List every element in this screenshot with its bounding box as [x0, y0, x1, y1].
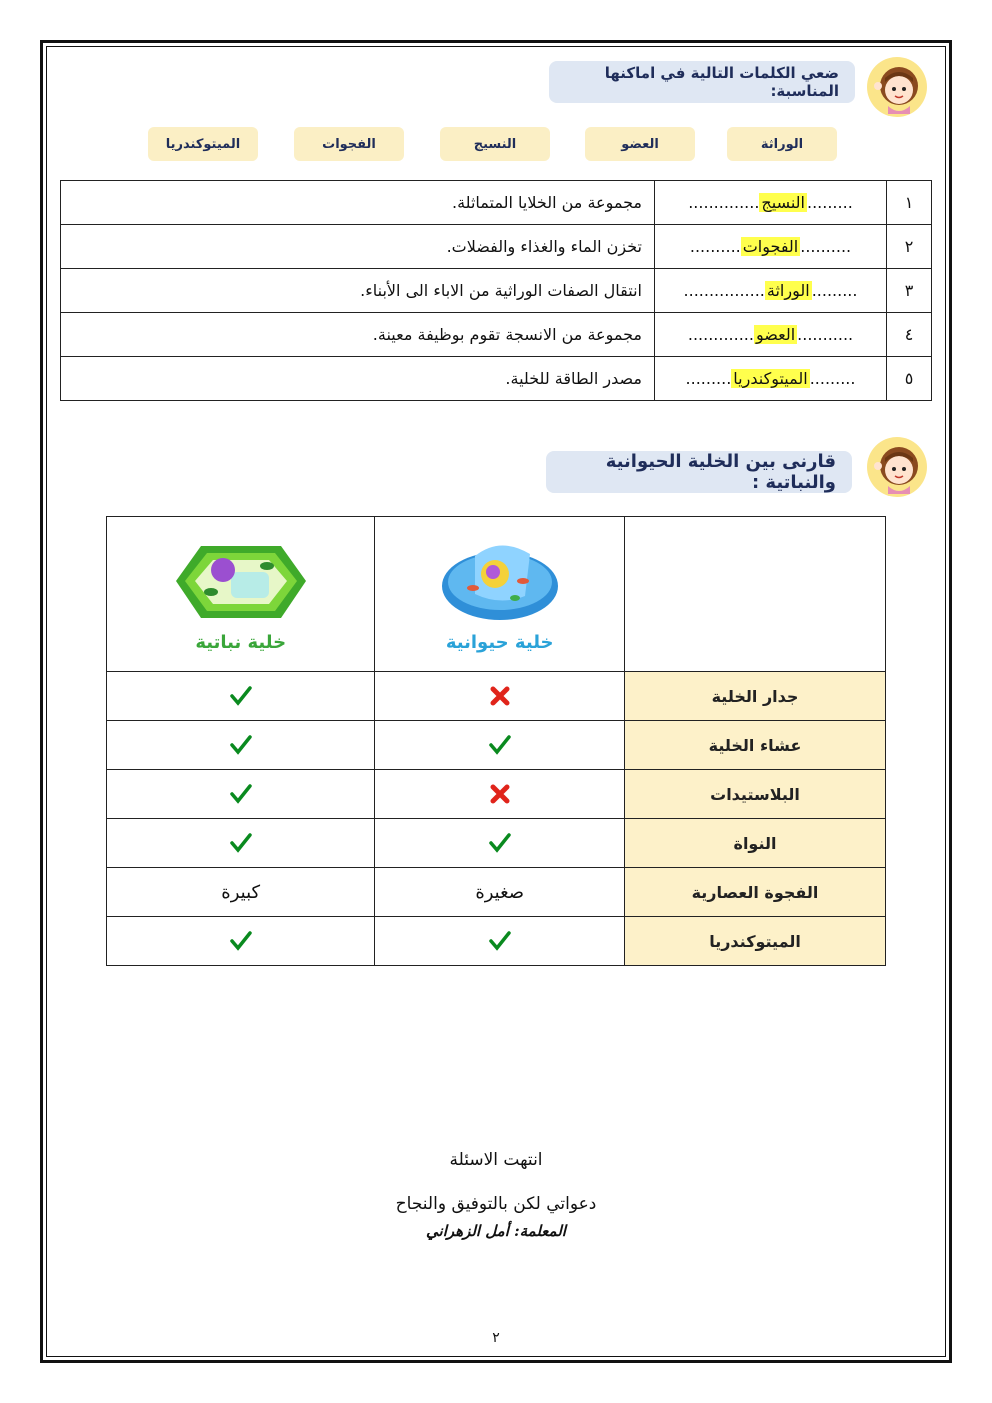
plant-cell-label: خلية نباتية	[195, 631, 287, 653]
row-number: ٤	[887, 313, 932, 357]
check-icon	[229, 930, 253, 952]
feature-label: الفجوة العصارية	[625, 868, 886, 917]
dots: .............	[687, 325, 754, 344]
animal-cell-label: خلية حيوانية	[445, 631, 554, 653]
row-number: ٥	[887, 357, 932, 401]
fill-blanks-table	[60, 180, 932, 401]
table-row	[61, 313, 932, 357]
end-of-questions: انتهت الاسئلة	[449, 1150, 543, 1170]
cross-icon	[488, 685, 512, 707]
answer-highlight: الفجوات	[742, 237, 799, 256]
plant-value	[107, 770, 375, 819]
row-number: ١	[887, 181, 932, 225]
wishes-text: دعواتي لكن بالتوفيق والنجاح	[395, 1194, 597, 1214]
answer-cell	[655, 225, 887, 269]
feature-label: النواة	[625, 819, 886, 868]
answer-cell	[655, 181, 887, 225]
answer-cell	[655, 269, 887, 313]
animal-value	[375, 721, 625, 770]
feature-label: جدار الخلية	[625, 672, 886, 721]
animal-value	[375, 917, 625, 966]
animal-value	[375, 672, 625, 721]
animal-value	[375, 819, 625, 868]
plant-value: كبيرة	[107, 868, 375, 917]
dots: ..............	[688, 193, 760, 212]
dots: ..........	[689, 237, 741, 256]
dots: ..........	[800, 237, 852, 256]
table-row	[107, 672, 886, 721]
compare-table	[106, 516, 886, 966]
feature-label: البلاستيدات	[625, 770, 886, 819]
answer-cell	[655, 313, 887, 357]
table-row	[61, 357, 932, 401]
check-icon	[488, 930, 512, 952]
definition-cell: مصدر الطاقة للخلية.	[61, 357, 655, 401]
check-icon	[229, 734, 253, 756]
table-row	[107, 917, 886, 966]
plant-cell-icon	[171, 536, 311, 626]
definition-cell: انتقال الصفات الوراثية من الاباء الى الأبناء.	[61, 269, 655, 313]
feature-label: الميتوكندريا	[625, 917, 886, 966]
plant-value	[107, 672, 375, 721]
word-chip-heredity: الوراثة	[727, 127, 837, 161]
empty-header-cell	[625, 517, 886, 672]
dots: .........	[685, 369, 732, 388]
check-icon	[229, 783, 253, 805]
animal-value: صغيرة	[375, 868, 625, 917]
definition-cell: تخزن الماء والغذاء والفضلات.	[61, 225, 655, 269]
dots: .........	[807, 193, 853, 212]
page-number: ٢	[492, 1330, 500, 1346]
animal-cell-icon	[435, 536, 565, 626]
section2-title: قارنى بين الخلية الحيوانية والنباتية :	[546, 451, 852, 493]
girl-avatar-icon	[866, 56, 928, 118]
girl-avatar-icon	[866, 436, 928, 498]
word-chip-mitochondria: الميتوكندريا	[148, 127, 258, 161]
animal-value	[375, 770, 625, 819]
answer-highlight: الوراثة	[766, 281, 810, 300]
answer-highlight: النسيج	[761, 193, 805, 212]
feature-label: عشاء الخلية	[625, 721, 886, 770]
animal-cell-header	[375, 517, 625, 672]
dots: .........	[811, 281, 858, 300]
plant-value	[107, 917, 375, 966]
table-row	[107, 517, 886, 672]
answer-highlight: العضو	[755, 325, 796, 344]
check-icon	[229, 832, 253, 854]
cross-icon	[488, 783, 512, 805]
row-number: ٢	[887, 225, 932, 269]
table-row	[61, 225, 932, 269]
check-icon	[488, 734, 512, 756]
teacher-signature: المعلمة: أمل الزهراني	[426, 1222, 566, 1240]
table-row	[61, 269, 932, 313]
plant-value	[107, 721, 375, 770]
dots: ................	[683, 281, 765, 300]
table-row	[107, 770, 886, 819]
check-icon	[229, 685, 253, 707]
table-row	[107, 721, 886, 770]
answer-highlight: الميتوكندريا	[733, 369, 808, 388]
table-row	[107, 868, 886, 917]
table-row	[107, 819, 886, 868]
definition-cell: مجموعة من الانسجة تقوم بوظيفة معينة.	[61, 313, 655, 357]
section1-title: ضعي الكلمات التالية في اماكنها المناسبة:	[549, 61, 855, 103]
answer-cell	[655, 357, 887, 401]
plant-cell-header	[107, 517, 375, 672]
row-number: ٣	[887, 269, 932, 313]
table-row	[61, 181, 932, 225]
check-icon	[488, 832, 512, 854]
word-chip-organ: العضو	[585, 127, 695, 161]
definition-cell: مجموعة من الخلايا المتماثلة.	[61, 181, 655, 225]
word-chip-tissue: النسيج	[440, 127, 550, 161]
word-chip-vacuoles: الفجوات	[294, 127, 404, 161]
dots: ...........	[797, 325, 854, 344]
plant-value	[107, 819, 375, 868]
dots: .........	[809, 369, 856, 388]
